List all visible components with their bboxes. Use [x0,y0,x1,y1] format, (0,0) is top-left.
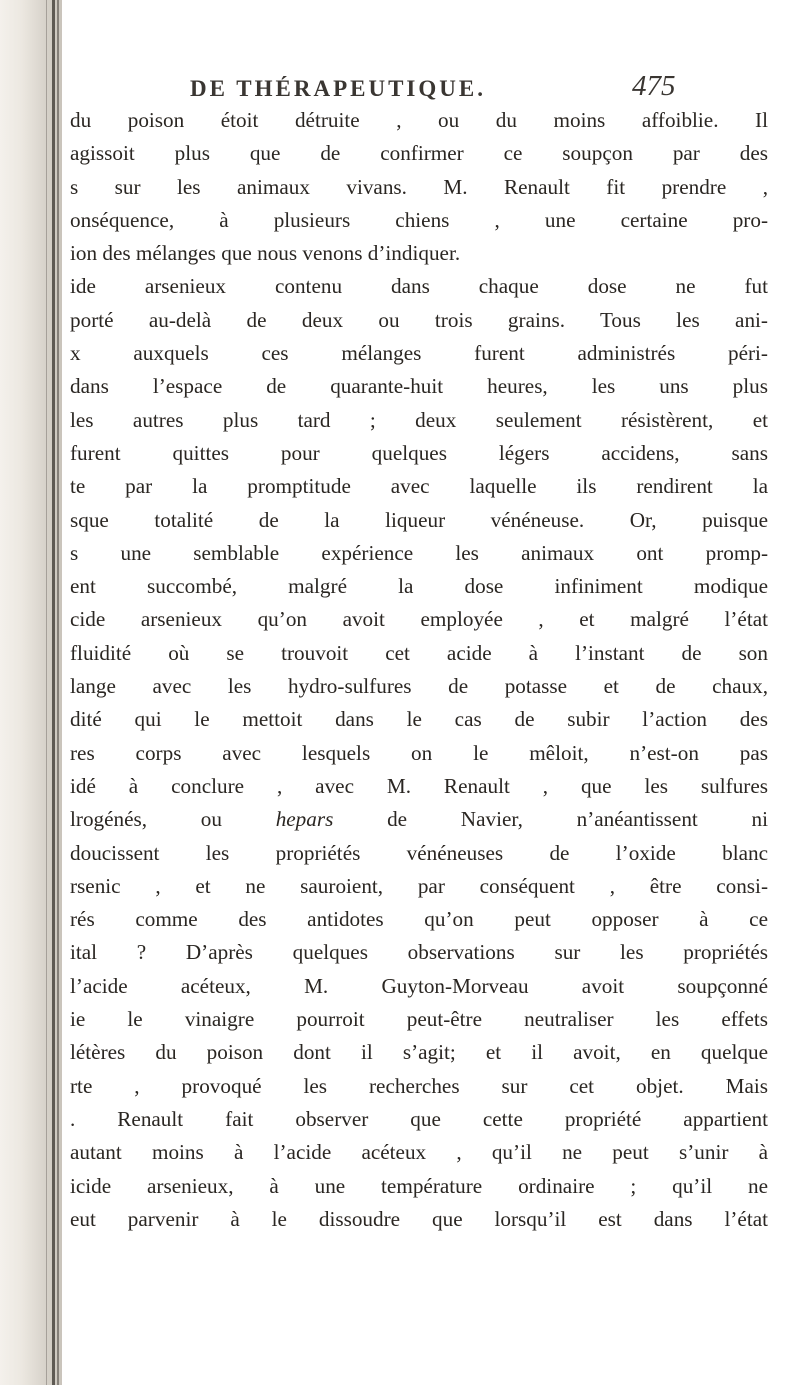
body-text [70,104,770,1236]
text-line: du poison étoit détruite , ou du moins affoiblie. Il [70,108,768,132]
text-line: rte , provoqué les recherches sur cet objet. Mais [70,1073,768,1098]
text-line: idé à conclure , avec M. Renault , que les sulfures [70,773,768,798]
text-line: x auxquels ces mélanges furent administrés péri- [70,341,768,366]
text-line: agissoit plus que de confirmer ce soupçon par des [70,141,768,166]
text-line-italic-term: lrogénés, ou hepars de Navier, n’anéantissent ni [70,807,768,832]
bleed-through-fragments [4,100,52,1220]
text-line: dité qui le mettoit dans le cas de subir l’action des [70,707,768,732]
text-line: ie le vinaigre pourroit peut-être neutraliser les effets [70,1007,768,1032]
text-line: rsenic , et ne sauroient, par conséquent , être consi- [70,873,768,898]
text-line: ent succombé, malgré la dose infiniment modique [70,574,768,599]
text-line: fluidité où se trouvoit cet acide à l’instant de son [70,640,768,665]
text-line: cide arsenieux qu’on avoit employée , et malgré l’état [70,607,768,632]
text-line: lange avec les hydro-sulfures de potasse et de chaux, [70,674,768,699]
text-line: létères du poison dont il s’agit; et il avoit, en quelque [70,1040,768,1065]
page-number: 475 [632,70,676,102]
italic-term: hepars [275,807,334,832]
text-line: l’acide acéteux, M. Guyton-Morveau avoit soupçonné [70,973,768,998]
text-line: s une semblable expérience les animaux ont promp- [70,540,768,565]
text-line: porté au-delà de deux ou trois grains. Tous les ani- [70,307,768,332]
text-line: . Renault fait observer que cette propriété appartient [70,1106,768,1131]
text-line: s sur les animaux vivans. M. Renault fit prendre , [70,174,768,199]
text-line: ide arsenieux contenu dans chaque dose ne fut [70,274,768,299]
text-line: doucissent les propriétés vénéneuses de l’oxide blanc [70,840,768,865]
running-head: DE THÉRAPEUTIQUE. [190,76,486,101]
text-line: sque totalité de la liqueur vénéneuse. Or, puisque [70,507,768,532]
text-line: autant moins à l’acide acéteux , qu’il ne peut s’unir à [70,1140,768,1165]
text-line: ital ? D’après quelques observations sur les propriétés [70,940,768,965]
text-line: furent quittes pour quelques légers accidens, sans [70,440,768,465]
text-line: onséquence, à plusieurs chiens , une certaine pro- [70,207,768,232]
text-line: te par la promptitude avec laquelle ils rendirent la [70,474,768,499]
text-line: res corps avec lesquels on le mêloit, n’est-on pas [70,740,768,765]
binding-edge [52,0,55,1385]
binding-edge [46,0,47,1385]
text-line: ion des mélanges que nous venons d’indiquer. [70,241,461,266]
text-line: icide arsenieux, à une température ordinaire ; qu’il ne [70,1173,768,1198]
text-line: eut parvenir à le dissoudre que lorsqu’il est dans l’état [70,1206,768,1231]
text-line: les autres plus tard ; deux seulement résistèrent, et [70,407,768,432]
text-line: rés comme des antidotes qu’on peut opposer à ce [70,907,768,932]
text-line: dans l’espace de quarante-huit heures, les uns plus [70,374,768,399]
binding-edge [57,0,59,1385]
